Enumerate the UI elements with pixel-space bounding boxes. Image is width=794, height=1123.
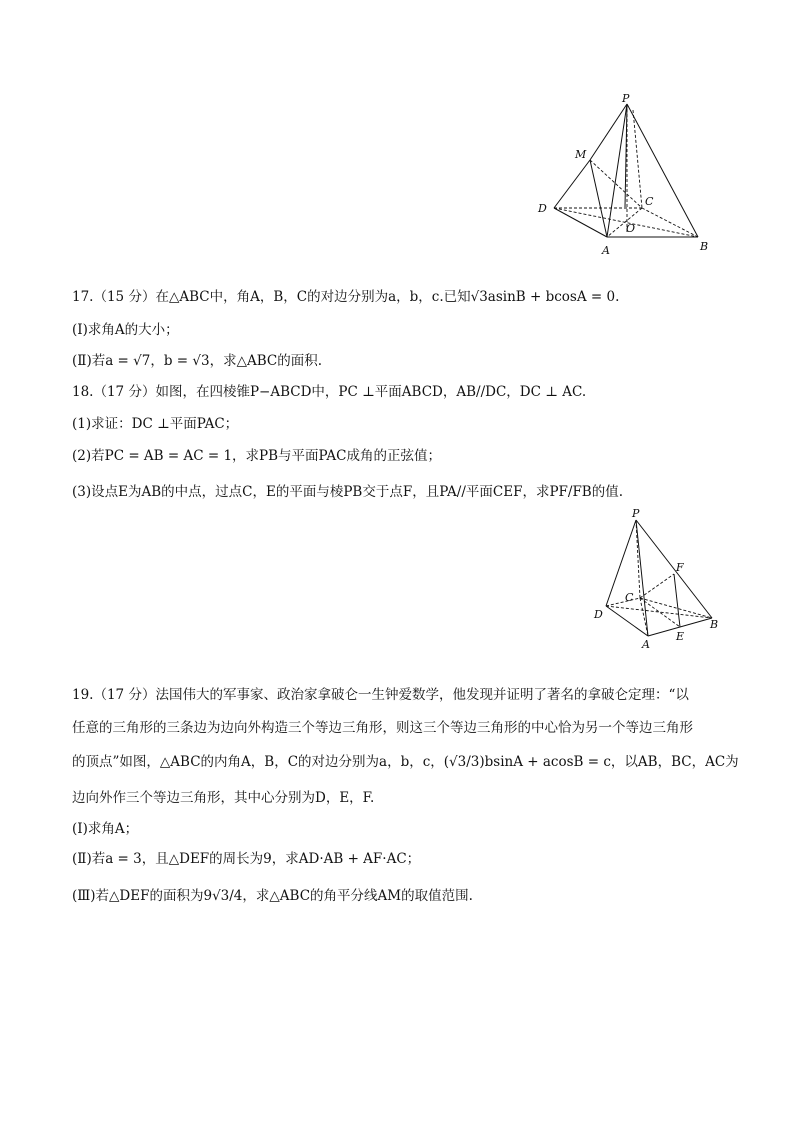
fig1-label-B: B: [700, 240, 709, 253]
fig2-label-F: F: [676, 561, 684, 574]
fig2-label-B: B: [710, 618, 719, 631]
q17-stem: 17.（15 分）在△ABC中，角A，B，C的对边分别为a，b，c.已知√3asinB + bcosA = 0.: [72, 289, 620, 305]
fig2-label-A: A: [642, 638, 650, 651]
q18-stem: 18.（17 分）如图，在四棱锥P−ABCD中，PC ⊥平面ABCD，AB//DC，DC ⊥ AC.: [72, 384, 587, 400]
fig1-label-P: P: [622, 92, 630, 105]
fig1-label-C: C: [645, 195, 654, 208]
q19-line4: 边向外作三个等边三角形，其中心分别为D，E，F.: [72, 790, 375, 806]
q18-part1: (1)求证：DC ⊥平面PAC；: [72, 416, 239, 432]
q19-part1: (Ⅰ)求角A；: [72, 821, 139, 837]
q18-part2: (2)若PC = AB = AC = 1，求PB与平面PAC成角的正弦值；: [72, 448, 441, 464]
fig2-label-C: C: [625, 591, 634, 604]
q17-part2: (Ⅱ)若a = √7，b = √3，求△ABC的面积.: [72, 353, 322, 369]
q19-line2: 任意的三角形的三条边为边向外构造三个等边三角形，则这三个等边三角形的中心恰为另一个等边三角形: [72, 720, 693, 736]
q19-part2: (Ⅱ)若a = 3，且△DEF的周长为9，求AD·AB + AF·AC；: [72, 851, 421, 867]
q19-line1: 19.（17 分）法国伟大的军事家、政治家拿破仑一生钟爱数学，他发现并证明了著名的拿破仑定理：“以: [72, 687, 689, 703]
fig1-label-M: M: [575, 148, 587, 161]
q19-line3: 的顶点”如图，△ABC的内角A，B，C的对边分别为a，b，c，(√3/3)bsinA + acosB = c，以AB，BC，AC为: [72, 754, 739, 770]
fig1-label-A: A: [602, 244, 610, 257]
pyramid-figure-2: [588, 506, 728, 651]
q19-part3: (Ⅲ)若△DEF的面积为9√3/4，求△ABC的角平分线AM的取值范围.: [72, 888, 473, 904]
fig1-label-D: D: [538, 202, 547, 215]
fig1-label-O: O: [626, 222, 636, 235]
fig2-label-D: D: [594, 608, 603, 621]
q17-part1: (Ⅰ)求角A的大小；: [72, 322, 179, 338]
q18-part3: (3)设点E为AB的中点，过点C，E的平面与棱PB交于点F，且PA//平面CEF，求PF/FB的值.: [72, 484, 624, 500]
fig2-label-P: P: [632, 507, 640, 520]
fig2-label-E: E: [676, 630, 685, 643]
pyramid-figure-1: [530, 92, 730, 262]
